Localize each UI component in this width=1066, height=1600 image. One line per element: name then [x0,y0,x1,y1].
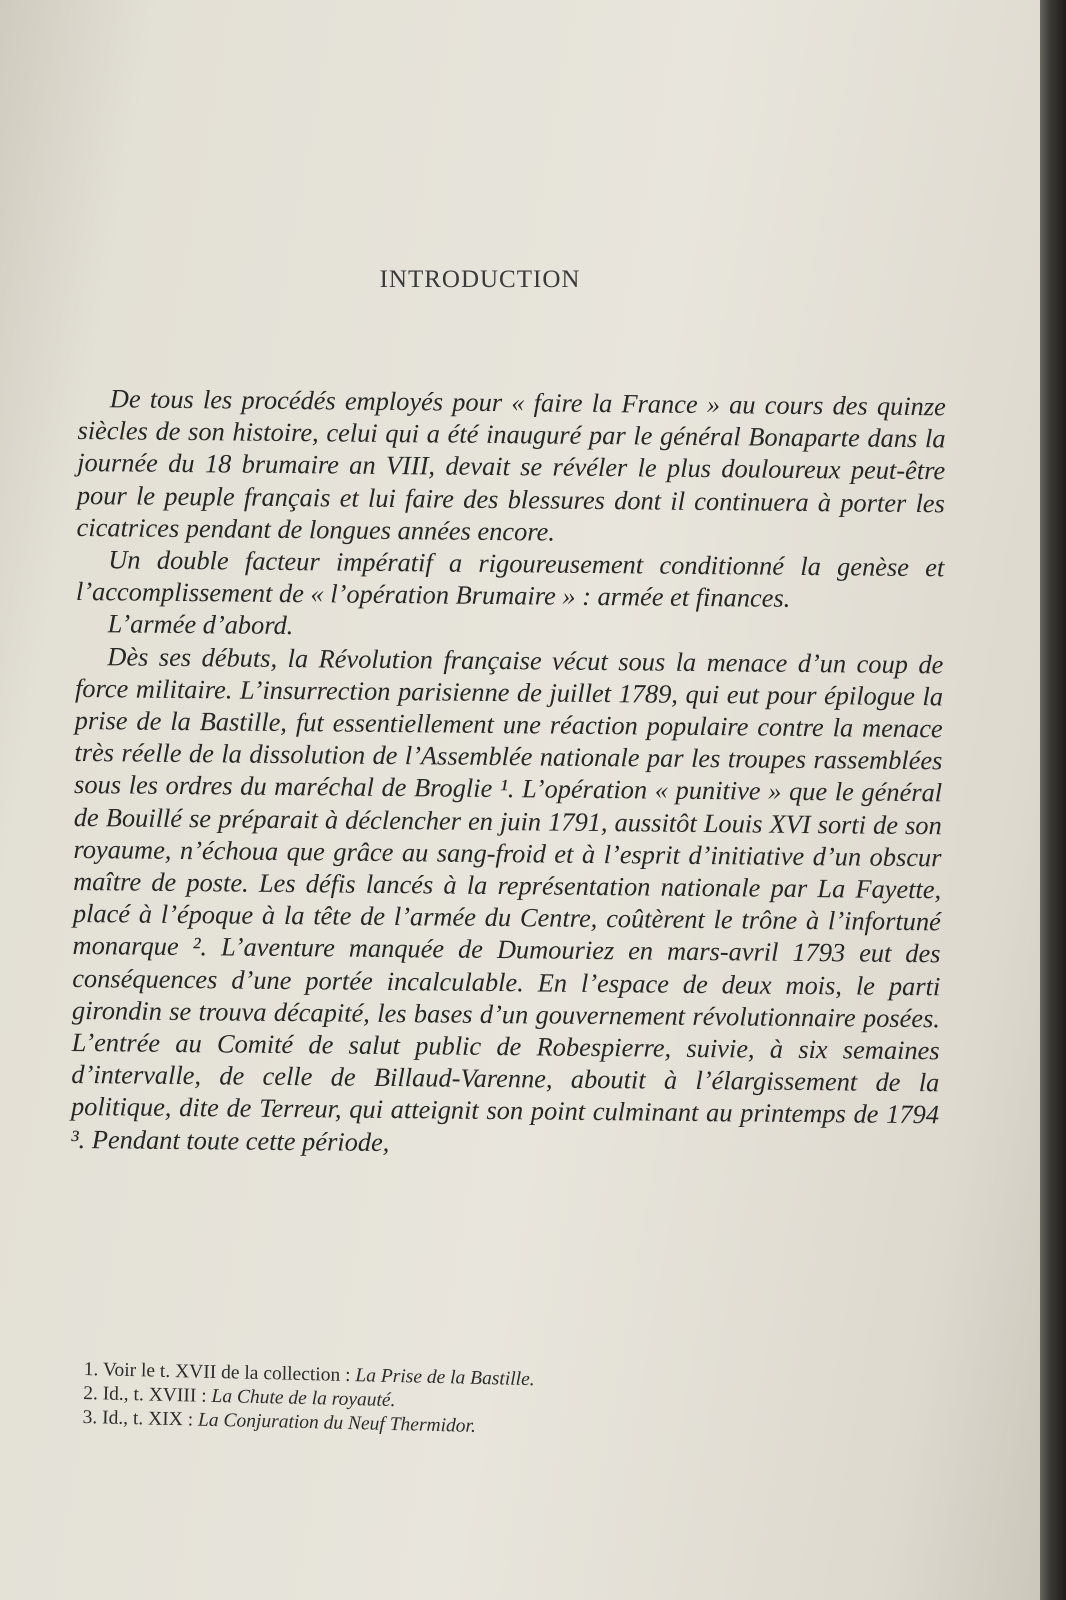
paragraph: L’armée d’abord. [107,608,294,641]
footnote-mark: 1. [83,1358,99,1381]
footnote-work: La Chute de la royauté. [211,1385,396,1412]
footnote-mark: 3. [82,1406,98,1429]
paragraph: De tous les procédés employés pour « faire la France » au cours des quinze siècles de son histoire, celui qui a été inauguré par le général Bonaparte dans la journée du 18 brumaire an VIII, devait se révéler le plus douloureux peut-être pour le peuple français et lui faire des blessures dont il continuera à porter les cicatrices pendant de longues années encore. [76,383,946,547]
footnote-text: Id., t. XIX : [101,1407,194,1431]
paragraph: Dès ses débuts, la Révolution française vécut sous la menace d’un coup de force militaire. L’insurrection parisienne de juillet 1789, qui eut pour épilogue la prise de la Bastille, fut essentiellement une réaction populaire contre la menace très réelle de la dissolution de l’Assemblée nationale par les troupes rassemblées sous les ordres du maréchal de Broglie ¹. L’opération « punitive » que le général de Bouillé se préparait à déclencher en juin 1791, aussitôt Louis XVI sorti de son royaume, n’échoua que grâce au sang-froid et à l’esprit d’initiative d’un obscur maître de poste. Les défis lancés à la représentation nationale par La Fayette, placé à l’époque à la tête de l’armée du Centre, coûtèrent le trône à l’infortuné monarque ². L’aventure manquée de Dumouriez en mars-avril 1793 eut des conséquences d’une portée incalculable. En l’espace de deux mois, le parti girondin se trouva décapité, les bases d’un gouvernement révolutionnaire posées. L’entrée au Comité de salut public de Robespierre, suivie, à six semaines d’intervalle, de celle de Billaud-Varenne, aboutit à l’élargissement de la politique, dite de Terreur, qui atteignit son point culminant au printemps de 1794 ³. Pendant toute cette période, [70,640,944,1157]
footnote-text: Voir le t. XVII de la collection : [102,1359,351,1387]
paragraph: Un double facteur impératif a rigoureusement conditionné la genèse et l’accomplissement de « l’opération Brumaire » : armée et finances. [75,544,945,614]
body-text [71,382,946,1163]
footnote-work: La Prise de la Bastille. [355,1365,535,1391]
chapter-title: INTRODUCTION [379,266,581,293]
page-edge-shadow [1040,0,1066,1600]
footnote-text: Id., t. XVIII : [102,1383,207,1407]
footnotes [82,1358,843,1447]
footnote-mark: 2. [82,1382,99,1405]
footnote-work: La Conjuration du Neuf Thermidor. [197,1409,477,1437]
